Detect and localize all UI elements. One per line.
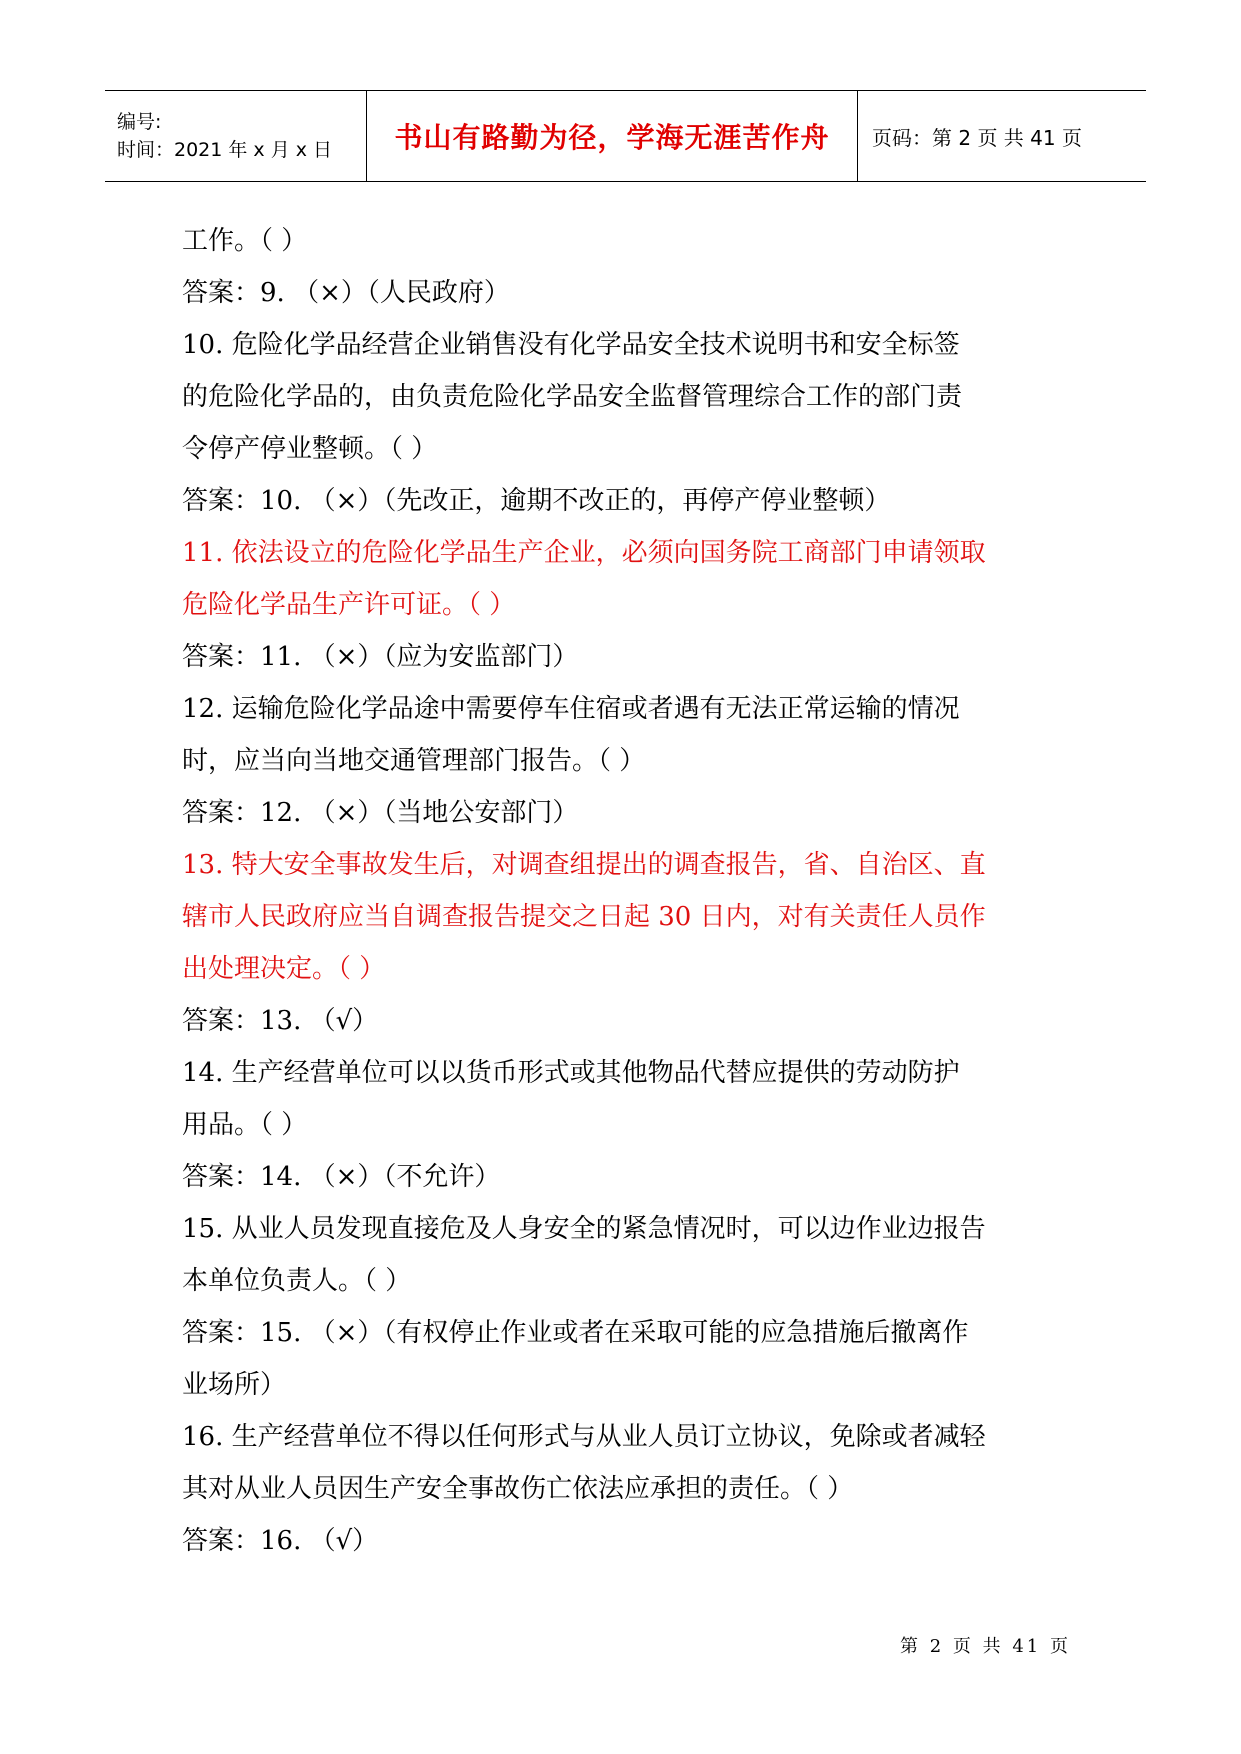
text-line: 13. 特大安全事故发生后，对调查组提出的调查报告，省、自治区、直 <box>182 850 986 880</box>
page-footer: 第 2 页 共 41 页 <box>900 1636 1071 1657</box>
text-line: 出处理决定。（ ） <box>182 954 386 984</box>
text-line: 16. 生产经营单位不得以任何形式与从业人员订立协议，免除或者减轻 <box>182 1422 986 1452</box>
text-line: 业场所） <box>182 1370 287 1400</box>
document-body <box>182 215 1062 1567</box>
text-line: 10. 危险化学品经营企业销售没有化学品安全技术说明书和安全标签 <box>182 330 960 360</box>
text-line: 答案：15. （×）（有权停止作业或者在采取可能的应急措施后撤离作 <box>182 1318 969 1348</box>
text-line: 辖市人民政府应当自调查报告提交之日起 30 日内，对有关责任人员作 <box>182 902 986 932</box>
header-motto-text: 书山有路勤为径，学海无涯苦作舟 <box>394 121 830 154</box>
text-line: 危险化学品生产许可证。（ ） <box>182 590 516 620</box>
header-meta <box>105 91 367 181</box>
header-time-label: 时间：2021 年 x 月 x 日 <box>117 139 333 161</box>
header-page-info-text: 页码：第 2 页 共 41 页 <box>872 125 1082 150</box>
text-line: 15. 从业人员发现直接危及人身安全的紧急情况时，可以边作业边报告 <box>182 1214 986 1244</box>
text-line: 的危险化学品的，由负责危险化学品安全监督管理综合工作的部门责 <box>182 382 963 412</box>
text-line: 14. 生产经营单位可以以货币形式或其他物品代替应提供的劳动防护 <box>182 1058 960 1088</box>
text-line: 其对从业人员因生产安全事故伤亡依法应承担的责任。（ ） <box>182 1474 854 1504</box>
text-line: 令停产停业整顿。（ ） <box>182 434 438 464</box>
text-line: 答案：16. （√） <box>182 1526 379 1556</box>
text-line: 工作。（ ） <box>182 226 308 256</box>
document-header <box>105 90 1146 182</box>
text-line: 本单位负责人。（ ） <box>182 1266 412 1296</box>
text-line: 11. 依法设立的危险化学品生产企业，必须向国务院工商部门申请领取 <box>182 538 986 568</box>
text-line: 答案：10. （×）（先改正，逾期不改正的，再停产停业整顿） <box>182 486 891 516</box>
text-line: 答案：12. （×）（当地公安部门） <box>182 798 579 828</box>
text-line: 答案：14. （×）（不允许） <box>182 1162 501 1192</box>
text-line: 答案：9. （×）（人民政府） <box>182 278 510 308</box>
text-line: 答案：13. （√） <box>182 1006 379 1036</box>
header-page-info <box>858 91 1146 181</box>
text-line: 答案：11. （×）（应为安监部门） <box>182 642 579 672</box>
text-line: 时，应当向当地交通管理部门报告。（ ） <box>182 746 646 776</box>
text-line: 12. 运输危险化学品途中需要停车住宿或者遇有无法正常运输的情况 <box>182 694 960 724</box>
header-motto <box>367 91 858 181</box>
text-line: 用品。（ ） <box>182 1110 308 1140</box>
header-number-label: 编号: <box>117 111 162 133</box>
